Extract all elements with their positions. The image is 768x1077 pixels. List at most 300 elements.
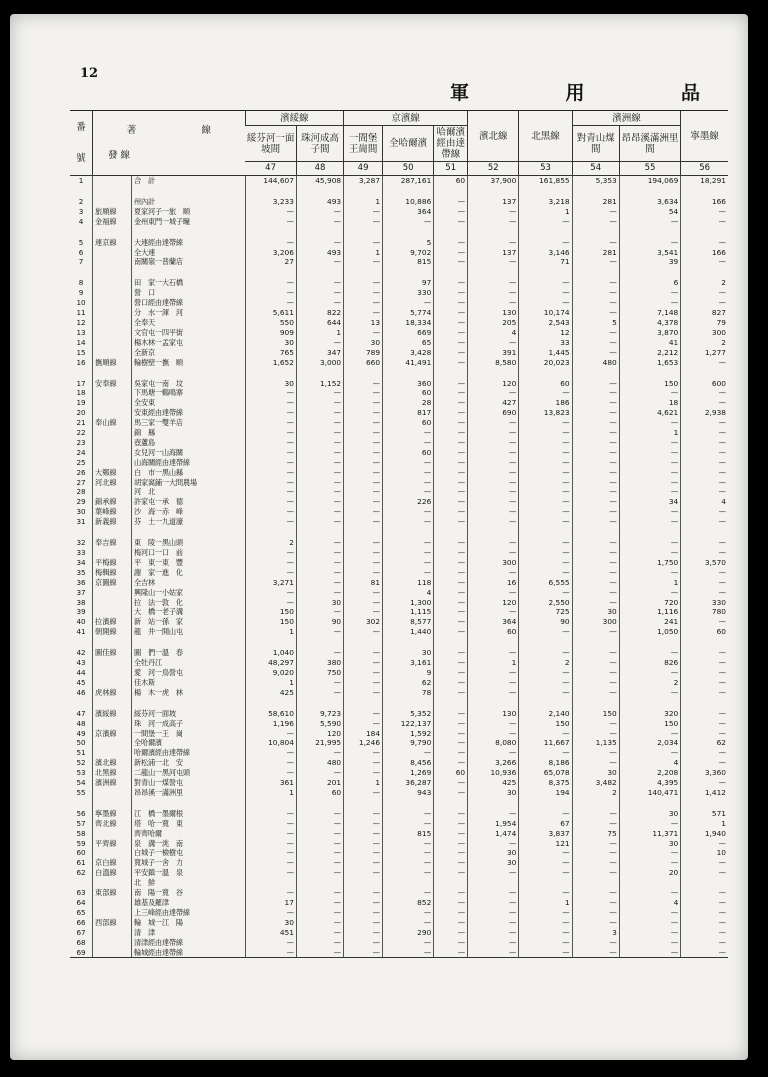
row-number: 17	[76, 378, 86, 388]
value-cell: —	[519, 938, 572, 948]
value-cell	[383, 878, 434, 888]
line-name	[93, 458, 132, 468]
row-number: 2	[78, 196, 84, 206]
value-cell: 2,208	[619, 768, 681, 778]
value-cell: —	[681, 238, 728, 248]
value-cell: 97	[383, 278, 434, 288]
value-cell: 65	[383, 338, 434, 348]
value-cell: —	[519, 548, 572, 558]
value-cell: —	[344, 379, 383, 389]
value-cell: —	[383, 908, 434, 918]
value-cell: —	[681, 908, 728, 918]
line-name	[93, 197, 132, 207]
value-cell: —	[681, 438, 728, 448]
value-cell: —	[619, 438, 681, 448]
value-cell: —	[434, 288, 468, 298]
spacer-cell	[519, 798, 572, 809]
value-cell: —	[572, 719, 619, 729]
spacer-cell	[296, 698, 343, 709]
spacer-cell	[93, 698, 132, 709]
station-section: 謝 家一進 化	[131, 568, 245, 578]
value-cell: —	[572, 538, 619, 548]
station-section: 新 站一孫 家	[131, 617, 245, 627]
row-number: 14	[76, 337, 86, 347]
value-cell: —	[434, 607, 468, 617]
value-cell: 39	[619, 257, 681, 267]
table-row	[70, 358, 728, 368]
spacer-cell	[468, 267, 519, 278]
value-cell: —	[245, 868, 296, 878]
row-number: 29	[76, 497, 86, 507]
value-cell: 186	[519, 398, 572, 408]
value-cell: —	[572, 819, 619, 829]
value-cell: —	[468, 487, 519, 497]
value-cell: 201	[296, 778, 343, 788]
spacer-cell	[344, 227, 383, 238]
table-row	[70, 338, 728, 348]
value-cell: 817	[383, 408, 434, 418]
value-cell: 33	[519, 338, 572, 348]
value-cell: —	[519, 928, 572, 938]
line-name: 西部線	[93, 918, 132, 928]
station-section: 輪樹壁一撫 順	[131, 358, 245, 368]
line-name: 京白線	[93, 858, 132, 868]
value-cell: 1,050	[619, 627, 681, 637]
value-cell: —	[434, 678, 468, 688]
value-cell: —	[572, 418, 619, 428]
value-cell: —	[296, 458, 343, 468]
value-cell: 2	[619, 678, 681, 688]
value-cell: —	[681, 688, 728, 698]
value-cell: 166	[681, 197, 728, 207]
value-cell: —	[296, 517, 343, 527]
line-name: 平齊線	[93, 839, 132, 849]
value-cell: —	[572, 648, 619, 658]
value-cell: —	[468, 928, 519, 938]
value-cell: —	[681, 938, 728, 948]
value-cell: 30	[572, 607, 619, 617]
value-cell: —	[434, 719, 468, 729]
spacer-cell	[245, 698, 296, 709]
col-num-49: 49	[344, 162, 383, 176]
value-cell: —	[296, 839, 343, 849]
value-cell: —	[519, 948, 572, 958]
value-cell	[681, 878, 728, 888]
value-cell: —	[434, 627, 468, 637]
value-cell: 1	[344, 778, 383, 788]
value-cell: 1	[619, 428, 681, 438]
value-cell: —	[344, 408, 383, 418]
row-number: 1	[78, 176, 84, 185]
spacer-cell	[434, 637, 468, 648]
value-cell: —	[468, 607, 519, 617]
value-cell: —	[468, 839, 519, 849]
value-cell: 5,774	[383, 308, 434, 318]
value-cell: 81	[344, 578, 383, 588]
value-cell: —	[468, 428, 519, 438]
value-cell: 10,936	[468, 768, 519, 778]
line-name	[93, 788, 132, 798]
value-cell: —	[619, 908, 681, 918]
station-section: 南關嶺一普蘭店	[131, 257, 245, 267]
station-section: 下馬塘一鷄鳴寨	[131, 388, 245, 398]
spacer-cell	[245, 267, 296, 278]
value-cell: —	[519, 908, 572, 918]
row-number: 54	[76, 778, 86, 788]
spacer-cell	[93, 186, 132, 197]
value-cell: 1,652	[245, 358, 296, 368]
value-cell: —	[468, 688, 519, 698]
table-row	[70, 487, 728, 497]
value-cell: 493	[296, 248, 343, 258]
spacer-cell	[519, 267, 572, 278]
value-cell: —	[296, 938, 343, 948]
table-spacer	[70, 368, 728, 379]
value-cell: —	[572, 257, 619, 267]
value-cell: 4	[468, 328, 519, 338]
col-header-52: 濱北線	[468, 111, 519, 162]
spacer-cell	[245, 798, 296, 809]
value-cell: 425	[468, 778, 519, 788]
value-cell: —	[619, 538, 681, 548]
value-cell: —	[572, 868, 619, 878]
value-cell: 144,607	[245, 176, 296, 186]
value-cell: —	[344, 627, 383, 637]
value-cell: 822	[296, 308, 343, 318]
value-cell: —	[434, 858, 468, 868]
row-number: 58	[76, 828, 86, 838]
value-cell: 1,653	[619, 358, 681, 368]
value-cell: —	[434, 418, 468, 428]
value-cell: —	[344, 848, 383, 858]
line-name: 金福線	[93, 217, 132, 227]
value-cell: —	[434, 809, 468, 819]
value-cell: 480	[572, 358, 619, 368]
value-cell: —	[681, 398, 728, 408]
spacer-cell	[468, 698, 519, 709]
value-cell: —	[468, 468, 519, 478]
value-cell: —	[619, 888, 681, 898]
value-cell: —	[344, 497, 383, 507]
value-cell: 4,395	[619, 778, 681, 788]
station-section: 營口經由達帶線	[131, 298, 245, 308]
col-header-51: 哈爾濱經由達帶線	[434, 126, 468, 162]
station-section: 馬三家一雙羊店	[131, 418, 245, 428]
spacer-cell	[468, 186, 519, 197]
value-cell: 150	[519, 719, 572, 729]
spacer-cell	[344, 267, 383, 278]
value-cell: —	[619, 729, 681, 739]
value-cell: —	[245, 829, 296, 839]
value-cell: —	[434, 517, 468, 527]
value-cell: 48,297	[245, 658, 296, 668]
value-cell: 8,456	[383, 758, 434, 768]
value-cell: —	[434, 507, 468, 517]
value-cell: —	[296, 398, 343, 408]
line-name	[93, 248, 132, 258]
value-cell: 3,570	[681, 558, 728, 568]
spacer-cell	[344, 698, 383, 709]
table-row	[70, 257, 728, 267]
spacer-cell	[681, 227, 728, 238]
station-section: 楊木林一孟家屯	[131, 338, 245, 348]
value-cell: 12	[519, 328, 572, 338]
value-cell: —	[572, 908, 619, 918]
value-cell: 281	[572, 248, 619, 258]
value-cell: —	[681, 478, 728, 488]
value-cell: —	[519, 648, 572, 658]
row-number: 41	[76, 627, 86, 637]
value-cell: —	[434, 438, 468, 448]
value-cell: —	[468, 678, 519, 688]
value-cell: —	[468, 898, 519, 908]
spacer-cell	[296, 186, 343, 197]
col-num-50: 50	[383, 162, 434, 176]
station-section: 對青山一煤營屯	[131, 778, 245, 788]
value-cell: 8,375	[519, 778, 572, 788]
line-name: 平梅線	[93, 558, 132, 568]
line-name	[93, 487, 132, 497]
line-name: 京濱線	[93, 729, 132, 739]
value-cell: —	[344, 257, 383, 267]
row-number: 19	[76, 398, 86, 408]
table-row	[70, 568, 728, 578]
line-name	[93, 668, 132, 678]
value-cell: —	[296, 948, 343, 958]
row-number: 45	[76, 677, 86, 687]
value-cell: —	[519, 497, 572, 507]
value-cell: —	[296, 809, 343, 819]
value-cell: —	[296, 338, 343, 348]
station-section: 白 市一黑山縣	[131, 468, 245, 478]
value-cell: 27	[245, 257, 296, 267]
spacer-cell	[519, 527, 572, 538]
value-cell: —	[383, 868, 434, 878]
line-name	[93, 588, 132, 598]
value-cell: —	[296, 497, 343, 507]
value-cell: 852	[383, 898, 434, 908]
value-cell: 8,580	[468, 358, 519, 368]
value-cell: —	[296, 898, 343, 908]
spacer-cell	[296, 368, 343, 379]
value-cell: —	[519, 748, 572, 758]
spacer-cell	[619, 368, 681, 379]
row-number: 3	[78, 206, 84, 216]
value-cell: —	[681, 858, 728, 868]
value-cell: —	[681, 207, 728, 217]
col-header-47: 綏芬河一面坡間	[245, 126, 296, 162]
value-cell: —	[344, 948, 383, 958]
line-name	[93, 408, 132, 418]
value-cell: 1,269	[383, 768, 434, 778]
row-number: 51	[76, 748, 86, 758]
value-cell: 17	[245, 898, 296, 908]
station-section: 塔 哈一寬 東	[131, 819, 245, 829]
value-cell: 361	[245, 778, 296, 788]
table-row	[70, 428, 728, 438]
value-cell: —	[344, 478, 383, 488]
table-row	[70, 207, 728, 217]
value-cell: —	[245, 418, 296, 428]
value-cell	[468, 878, 519, 888]
value-cell: 9	[383, 668, 434, 678]
value-cell: 550	[245, 318, 296, 328]
value-cell: 660	[344, 358, 383, 368]
value-cell: —	[383, 468, 434, 478]
value-cell: —	[245, 507, 296, 517]
line-name	[93, 678, 132, 688]
col-num-51: 51	[434, 162, 468, 176]
value-cell: —	[681, 617, 728, 627]
station-section: 全牡丹江	[131, 658, 245, 668]
value-cell: —	[344, 398, 383, 408]
spacer-cell	[468, 798, 519, 809]
value-cell: —	[296, 548, 343, 558]
value-cell: —	[519, 468, 572, 478]
value-cell: —	[434, 688, 468, 698]
row-number: 30	[76, 507, 86, 517]
value-cell: —	[572, 217, 619, 227]
value-cell: —	[344, 568, 383, 578]
table-row	[70, 217, 728, 227]
value-cell: —	[519, 428, 572, 438]
value-cell: 330	[681, 598, 728, 608]
value-cell: —	[245, 748, 296, 758]
document-page	[10, 14, 748, 1060]
value-cell: 1	[344, 248, 383, 258]
value-cell: —	[245, 468, 296, 478]
value-cell: —	[245, 729, 296, 739]
value-cell: 130	[468, 709, 519, 719]
value-cell: —	[681, 217, 728, 227]
spacer-cell	[681, 186, 728, 197]
value-cell: 137	[468, 248, 519, 258]
spacer-cell	[619, 527, 681, 538]
spacer-cell	[296, 637, 343, 648]
value-cell: 8,577	[383, 617, 434, 627]
value-cell: —	[468, 888, 519, 898]
value-cell: 281	[572, 197, 619, 207]
line-name	[93, 598, 132, 608]
value-cell: —	[468, 729, 519, 739]
value-cell: —	[468, 207, 519, 217]
value-cell: —	[434, 908, 468, 918]
spacer-cell	[245, 637, 296, 648]
value-cell: —	[245, 217, 296, 227]
value-cell: —	[245, 588, 296, 598]
value-cell: —	[572, 627, 619, 637]
value-cell: —	[245, 408, 296, 418]
value-cell: —	[468, 748, 519, 758]
col-num-56: 56	[681, 162, 728, 176]
line-name: 奉吉線	[93, 538, 132, 548]
value-cell: —	[296, 238, 343, 248]
line-name: 齊北線	[93, 819, 132, 829]
station-section: 清 津	[131, 928, 245, 938]
value-cell: —	[434, 898, 468, 908]
page-title-char: 用	[565, 82, 585, 104]
spacer-cell	[131, 267, 245, 278]
value-cell: —	[296, 928, 343, 938]
row-number: 10	[76, 298, 86, 308]
spacer-cell	[131, 798, 245, 809]
value-cell: —	[572, 238, 619, 248]
value-cell: —	[681, 668, 728, 678]
value-cell: —	[572, 288, 619, 298]
value-cell: —	[468, 868, 519, 878]
value-cell: 30	[245, 918, 296, 928]
value-cell: 30	[619, 809, 681, 819]
value-cell: —	[519, 868, 572, 878]
station-section: 上三峰經由達帶線	[131, 908, 245, 918]
value-cell: 2,543	[519, 318, 572, 328]
value-cell: 166	[681, 248, 728, 258]
value-cell: 10,804	[245, 738, 296, 748]
spacer-cell	[383, 798, 434, 809]
value-cell: —	[681, 578, 728, 588]
row-number: 36	[76, 577, 86, 587]
value-cell: —	[434, 948, 468, 958]
line-name	[93, 257, 132, 267]
line-name: 寧墨線	[93, 809, 132, 819]
page-title-char: 品	[680, 82, 700, 104]
value-cell: 30	[468, 788, 519, 798]
value-cell: 6	[619, 278, 681, 288]
value-cell: —	[572, 839, 619, 849]
value-cell: —	[296, 688, 343, 698]
spacer-cell	[572, 527, 619, 538]
spacer-cell	[344, 186, 383, 197]
row-number: 64	[76, 898, 86, 907]
value-cell: —	[296, 829, 343, 839]
value-cell: —	[519, 848, 572, 858]
value-cell: 2,550	[519, 598, 572, 608]
value-cell: —	[344, 207, 383, 217]
value-cell: 1,412	[681, 788, 728, 798]
station-section: 綏芬河一面坡	[131, 709, 245, 719]
value-cell: —	[434, 829, 468, 839]
value-cell: 1,300	[383, 598, 434, 608]
value-cell: 909	[245, 328, 296, 338]
value-cell: 330	[383, 288, 434, 298]
value-cell: 2	[681, 338, 728, 348]
value-cell: 320	[619, 709, 681, 719]
spacer-cell	[572, 227, 619, 238]
value-cell: —	[344, 418, 383, 428]
value-cell: 1,135	[572, 738, 619, 748]
value-cell: —	[572, 729, 619, 739]
row-number-header: 番 號	[70, 111, 93, 176]
value-cell: —	[468, 388, 519, 398]
value-cell: 1	[681, 819, 728, 829]
value-cell: —	[245, 497, 296, 507]
value-cell: 290	[383, 928, 434, 938]
value-cell: —	[681, 298, 728, 308]
value-cell: —	[681, 548, 728, 558]
value-cell: 137	[468, 197, 519, 207]
line-name: 旅順線	[93, 207, 132, 217]
table-row	[70, 719, 728, 729]
row-number: 4	[78, 216, 84, 226]
spacer-cell	[434, 368, 468, 379]
table-row	[70, 558, 728, 568]
station-section: 錦 縣	[131, 428, 245, 438]
row-number: 8	[78, 278, 84, 288]
value-cell: —	[383, 478, 434, 488]
value-cell: —	[245, 398, 296, 408]
value-cell: —	[383, 538, 434, 548]
value-cell: —	[572, 898, 619, 908]
